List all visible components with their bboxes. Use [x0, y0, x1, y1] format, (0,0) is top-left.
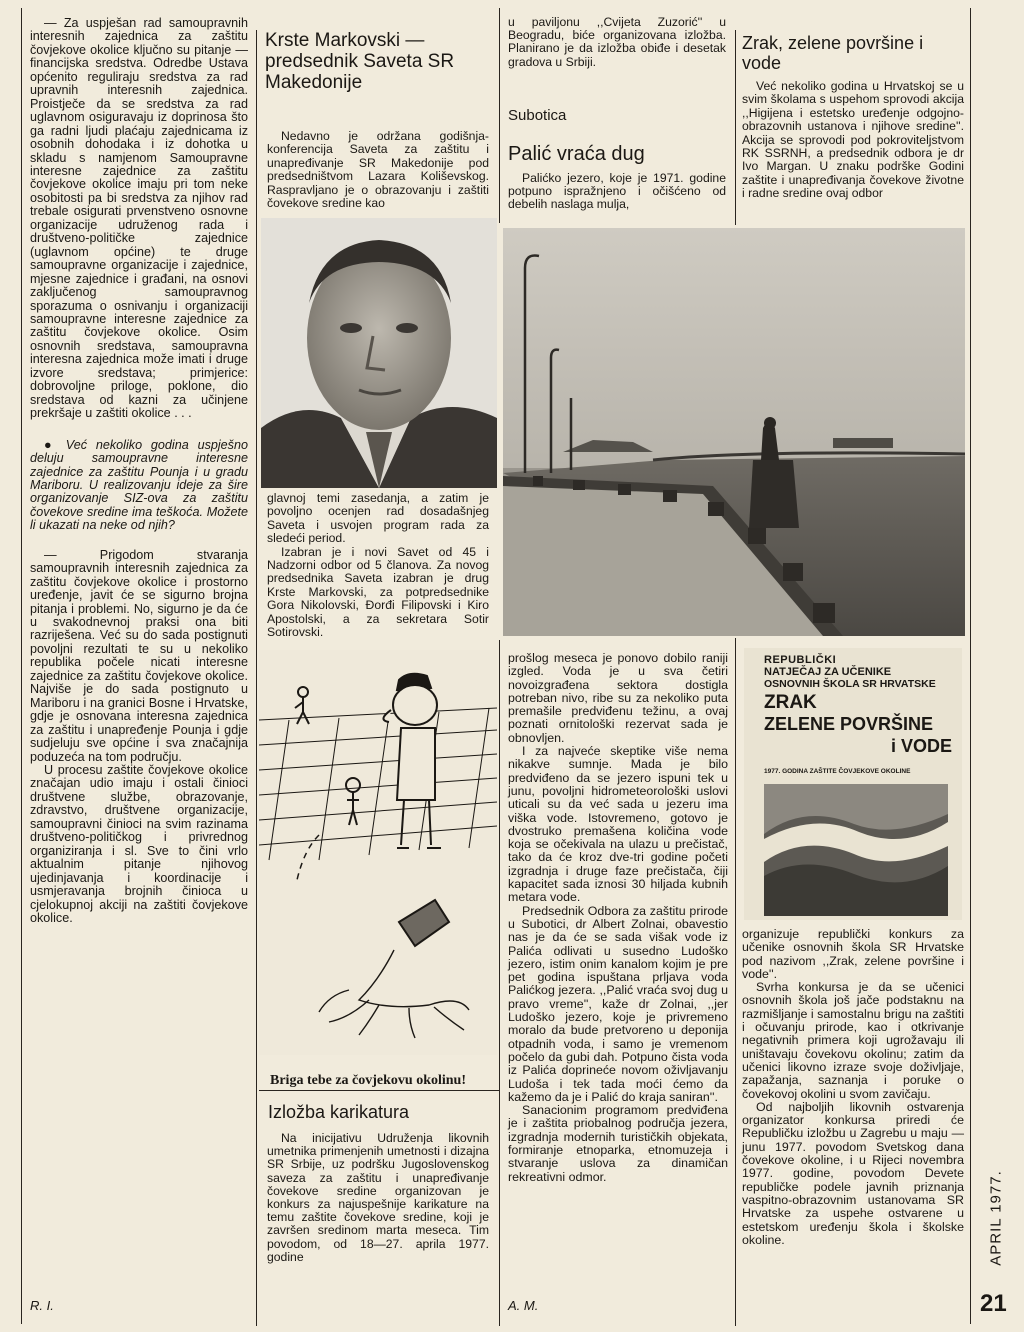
col4-paragraph: Svrha konkursa je da se učenici osnovnih škola još jače podstaknu na razmišljanje i samostalnu brigu na zaštiti i očuvanju prirode, kao i otkrivanje negativnih primera koji ugrožavaju ili uništavaju čovekovu okolinu; zatim da učenici likovno izraze svoje doživljaje, zapažanja, saznanja i poruke o čovekovoj okolini u svom zavičaju.: [742, 980, 964, 1101]
cartoon-caption: Briga tebe za čovjekovu okolinu!: [270, 1073, 466, 1088]
col1-paragraph: — Za uspješan rad samoupravnih interesnih zajednica za zaštitu čovjekove okolice ključno su pitanje — financijska sredstva. Odredbe Ustava općenito reguliraju sredstva za rad upravnih interesnih zajednica. Proistječe da se sredstva za rad uglavnom osiguravaju iz doprinosa što ga radni ljudi plaćaju zajednicama iz osobnih dohodaka i iz dohotka u skladu s namjenom Samoupravne interesne zajednice za zaštitu čovjekove okolice imaju pri tom neke osobitosti pa bi sredstva za njihov rad trebale osigurati prvenstveno osnovne organizacije udruženog rada i društveno-političke zajednice (uglavnom općine) te druge samoupravne organizacije i zajednice, mjesne zajednice i građani, na osnovi zaključenog samoupravnog sporazuma o osnivanju i organizaciji samoupravne interesne zajednice za zaštitu čovjekove okolice. Osim osnovnih sredstava, samoupravna interesna zajednica može imati i druge izvore sredstava; primjerice: dobrovoljne priloge, poklone, dio sredstava od kazni za učinjene prekršaje u zaštiti okolice . . .: [30, 16, 248, 421]
headline-izlozba: Izložba karikatura: [268, 1102, 410, 1122]
headline-zrak: Zrak, zelene površine i vode: [742, 33, 924, 73]
cartoon-caption-rule: [259, 1090, 499, 1091]
col3-paragraph: u paviljonu ,,Cvijeta Zuzorić'' u Beogradu, biće organizovana izložba. Planirano je da izložba obiđe i desetak gradova u Srbiji.: [508, 15, 726, 69]
kicker-subotica: Subotica: [508, 107, 567, 124]
lake-photo: [503, 228, 965, 636]
col4-paragraph: organizuje republički konkurs za učenike osnovnih škola SR Hrvatske pod nazivom ,,Zrak, zelene površine i vode''.: [742, 927, 964, 981]
col3-paragraph: Palićko jezero, koje je 1971. godine potpuno ispražnjeno i očišćeno od debelih naslaga mulja,: [508, 171, 726, 212]
column-1: [30, 17, 248, 925]
column-2-top: [267, 130, 489, 210]
col2-paragraph: Izabran je i novi Savet od 45 i Nadzorni odbor od 5 članova. Za novog predsednika Saveta izabran je drug Krste Markovski, za potpredsednike Gora Nikolovski, Đorđi Filipovski i Kiro Apostolski, a za sekretara Sotir Sotirovski.: [267, 544, 489, 640]
col3-paragraph: Predsednik Odbora za zaštitu prirode u Subotici, dr Albert Zolnai, obavestio nas je da će se sada višak vode iz Palića odlivati u susedno Ludoško jezero, istim onim kanalom kojim je pre pet godina ispuštana prljava voda Palićkog jezera. ,,Palić vraća svoj dug u pravo vreme'', kaže dr Zolnai, ,,jer Ludoško jezero, koje je privremeno moralo da bude pretvoreno u deponija otpadnih voda, i samo je vremenom počelo da gubi dah. Potpuno čista voda iz Palića doprineće novom oživljavanju Ludoša i tek tada moći ćemo da kažemo da je i Palić do kraja saniran''.: [508, 903, 728, 1104]
page-rule-left: [21, 8, 22, 1324]
col3-paragraph: I za najveće skeptike više nema nikakve sumnje. Mada je bilo predviđeno da se jezero ispuni tek u junu, povoljni hidrometeorološki uslovi uticali su da već sada u jezeru ima viška vode. Istovremeno, gotovo je dvostruko premašena količina vode koja se očekivala na ulazu u prečistač, tako da će kroz dve-tri godine početi izgradnja i druge faze prečistača, čiji kapacitet sada iznosi 30 hiljada kubnih metara vode.: [508, 744, 728, 905]
column-rule-1: [256, 30, 257, 1326]
column-4-bottom: [742, 928, 964, 1247]
col3-paragraph: Sanacionim programom predviđena je i zaštita priobalnog područja jezera, izgradnja modernih turističkih objekata, formiranje etnoparka, etnomuzeja i stvaranje uslova za dinamičan rekreativni odmor.: [508, 1103, 728, 1184]
column-rule-4: [735, 638, 736, 1326]
col2-paragraph: Nedavno je održana godišnja-konferencija Saveta za zaštitu i unapređivanje SR Makedonije pod predsedništvom Lazara Koliševskog. Raspravljano je o obrazovanju i zaštiti čovekove sredine kao: [267, 129, 489, 211]
column-2-middle: [267, 492, 489, 639]
column-4-top: [742, 80, 964, 201]
column-3-top: [508, 16, 726, 69]
portrait-photo: [261, 218, 497, 488]
interview-question: ● Već nekoliko godina uspješno deluju samoupravne interesne zajednice za zaštitu Pounja i u gradu Mariboru. U realizovanju ideje za šire organizovanje SIZ-ova za zaštitu čovekove sredine ima teškoća. Možete li ukazati na neke od njih?: [30, 437, 248, 533]
headline-palic: Palić vraća dug: [508, 143, 645, 165]
poster-title: i VODE: [890, 736, 952, 756]
col2-paragraph: glavnoj temi zasedanja, a zatim je povoljno ocenjen rad dosadašnjeg Saveta i usvojen program rada za sledeći period.: [267, 491, 489, 546]
poster-title: ZELENE POVRŠINE: [764, 714, 934, 734]
poster-artwork: [764, 784, 948, 916]
column-rule-5: [499, 640, 500, 1326]
column-2-bottom: [267, 1132, 489, 1264]
poster-title: ZRAK: [764, 692, 817, 713]
col1-paragraph: — Prigodom stvaranja samoupravnih interesnih zajednica za zaštitu čovjekove okolice i prostorno uređenje, javit će se sigurno brojna pitanja i problemi. No, sigurno je da će u svakodnevnoj praksi ona biti razriješena. Već su do sada postignuti povoljni rezultati te su u nekoliko republika počele nicati interesne zajednice za zaštitu čovjekove okolice. Najviše je do sada postignuto u Mariboru i na granici Bosne i Hrvatske, gdje je osnovana interesna zajednica za zaštitu i unapređenje Pounja i gdje sudjeluju sve općine i sva značajnija poduzeća na tom području.: [30, 547, 248, 764]
author-signature: A. M.: [508, 1298, 539, 1313]
poster-subtitle: 1977. GODINA ZAŠTITE ČOVJEKOVE OKOLINE: [764, 768, 911, 775]
column-rule-right: [970, 8, 971, 1324]
column-3-intro: [508, 172, 726, 212]
cartoon-illustration: [259, 650, 497, 1055]
folio-date: APRIL 1977.: [987, 1170, 1005, 1266]
poster-line: OSNOVNIH ŠKOLA SR HRVATSKE: [764, 678, 936, 690]
poster-line: REPUBLIČKI: [764, 654, 837, 666]
author-signature: R. I.: [30, 1298, 54, 1313]
column-rule-3: [735, 30, 736, 225]
col2-paragraph: Na inicijativu Udruženja likovnih umetnika primenjenih umetnosti i dizajna SR Srbije, uz podršku Jugoslovenskog saveza za zaštitu i unapređivanje čovekove sredine organizovan je konkurs za najuspešnije karikature na temu zaštite čovekove sredine, koji je završen sredinom marta meseca. Tim povodom, od 18—27. aprila 1977. godine: [267, 1131, 489, 1264]
col4-paragraph: Od najboljih likovnih ostvarenja organizator konkursa priredi će Republičku izložbu u Zagrebu u maju — junu 1977. povodom Svetskog dana čovekove okoline, i u Rijeci novembra 1977. godine, povodom Devete republičke podele javnih priznanja vaspitno-obrazovnim ustanovama SR Hrvatske za uspehe ostvarene u estetskom uređenju škola i školske okoline.: [742, 1099, 964, 1247]
col4-paragraph: Već nekoliko godina u Hrvatskoj se u svim školama s uspehom sprovodi akcija ,,Higijena i estetsko uređenje odgojno-obrazovnih ustanova i njihove sredine''. Akcija se sprovodi pod pokroviteljstvom RK SSRNH, a predsednik odbora je dr Ivo Margan. U znaku podrške Godini zaštite i unapređivanja čovekove životne i radne sredine ovaj odbor: [742, 79, 964, 201]
poster-line: NATJEČAJ ZA UČENIKE: [764, 666, 892, 678]
col3-paragraph: prošlog meseca je ponovo dobilo raniji izgled. Voda je u sva četiri novoizgrađena sektora dostigla potreban nivo, ribe su za nekoliko puta premašile predviđenu težinu, a ovaj poznati ornitološki rezervat sada je obnovljen.: [508, 651, 728, 745]
col1-paragraph: U procesu zaštite čovjekove okolice značajan udio imaju i ostali činioci društvene službe, obrazovanje, zdravstvo, društvene organizacije, samoupravni činioci na svim razinama društveno-političkog i privrednog organiziranja i sl. Sve to čini vrlo aktualnim pitanje njihovog ujedinjavanja i koordinacije i usmjeravanja brojnih činioca u cjelokupnoj akciji na zaštiti čovjekove okolice.: [30, 763, 248, 925]
column-3-bottom: [508, 652, 728, 1184]
headline-markovski: Krste Markovski — predsednik Saveta SR Makedonije: [265, 30, 455, 93]
page-number: 21: [980, 1290, 1007, 1317]
contest-poster: [744, 648, 962, 920]
column-rule-2: [499, 8, 500, 223]
